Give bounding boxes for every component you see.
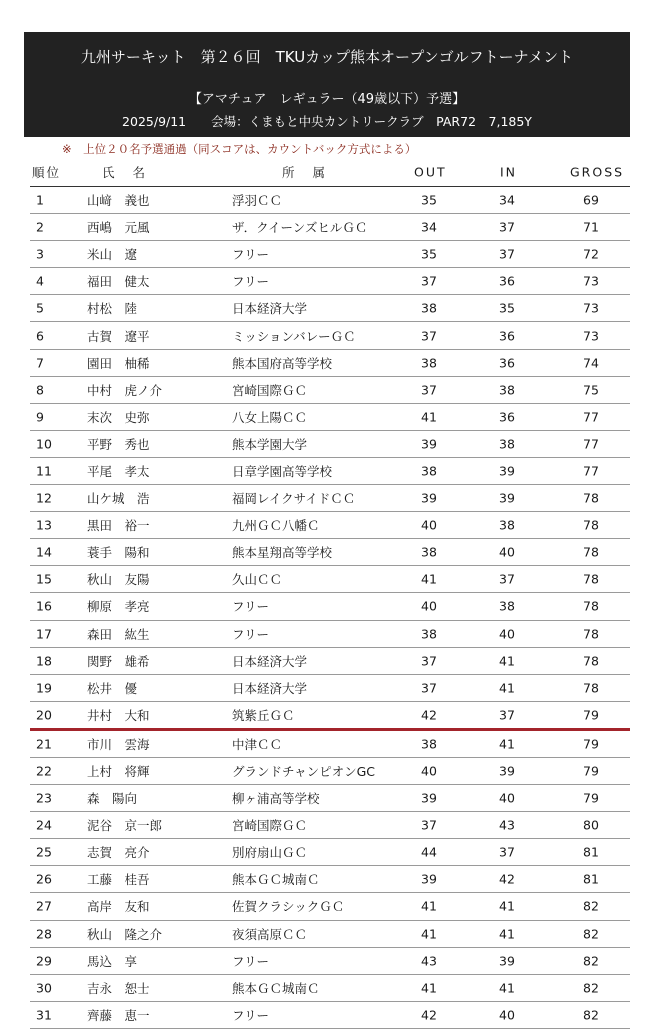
cell-club: フリー xyxy=(232,953,270,969)
header-name: 氏名 xyxy=(102,165,164,180)
cell-in: 37 xyxy=(499,844,515,860)
cell-in: 43 xyxy=(499,817,515,833)
cell-gross: 80 xyxy=(583,817,599,833)
cell-out: 37 xyxy=(421,817,437,833)
cell-club: フリー xyxy=(232,247,270,263)
cell-in: 37 xyxy=(499,571,515,587)
cell-gross: 73 xyxy=(583,273,599,289)
cell-out: 42 xyxy=(421,707,437,723)
cell-rank: 9 xyxy=(36,409,44,425)
table-row xyxy=(30,350,630,377)
cell-out: 38 xyxy=(421,626,437,642)
cell-name: 蓑手 陽和 xyxy=(87,545,150,561)
cell-out: 39 xyxy=(421,790,437,806)
table-row xyxy=(30,675,630,702)
qualification-note: ※ 上位２０名予選通過（同スコアは、カウントバック方式による） xyxy=(62,142,417,156)
cell-out: 37 xyxy=(421,680,437,696)
header-rank: 順位 xyxy=(32,165,62,180)
cell-rank: 21 xyxy=(36,736,52,752)
cell-name: 秋山 隆之介 xyxy=(87,926,163,942)
cell-rank: 18 xyxy=(36,653,52,669)
cell-rank: 7 xyxy=(36,355,44,371)
cell-name: 井村 大和 xyxy=(87,707,150,723)
cell-in: 35 xyxy=(499,300,515,316)
cell-name: 村松 陸 xyxy=(87,301,138,317)
cell-club: 浮羽ＣＣ xyxy=(232,193,283,209)
cell-in: 40 xyxy=(499,790,515,806)
cell-out: 40 xyxy=(421,598,437,614)
table-row xyxy=(30,893,630,920)
cell-rank: 19 xyxy=(36,680,52,696)
cell-rank: 30 xyxy=(36,980,52,996)
cell-name: 柳原 孝亮 xyxy=(87,599,150,615)
cell-name: 森 陽向 xyxy=(87,791,138,807)
cell-gross: 82 xyxy=(583,953,599,969)
cell-rank: 22 xyxy=(36,763,52,779)
cell-in: 42 xyxy=(499,871,515,887)
cell-club: 佐賀クラシックＧＣ xyxy=(232,899,345,915)
table-row xyxy=(30,214,630,241)
table-row xyxy=(30,648,630,675)
cell-club: 日本経済大学 xyxy=(232,680,308,696)
cell-gross: 82 xyxy=(583,898,599,914)
cell-club: グランドチャンピオンGC xyxy=(232,764,376,780)
cell-in: 40 xyxy=(499,544,515,560)
cell-club: ミッションバレーＧＣ xyxy=(232,328,356,344)
cell-gross: 75 xyxy=(583,382,599,398)
table-row xyxy=(30,431,630,458)
cell-rank: 5 xyxy=(36,300,44,316)
cell-out: 39 xyxy=(421,436,437,452)
cell-out: 41 xyxy=(421,980,437,996)
cell-out: 40 xyxy=(421,517,437,533)
cell-club: 熊本ＧＣ城南Ｃ xyxy=(232,872,320,888)
cell-out: 37 xyxy=(421,382,437,398)
cell-club: 日本経済大学 xyxy=(232,653,308,669)
cell-club: 久山ＣＣ xyxy=(232,572,283,588)
cell-gross: 82 xyxy=(583,1007,599,1023)
cell-rank: 31 xyxy=(36,1007,52,1023)
cell-gross: 81 xyxy=(583,844,599,860)
cell-rank: 12 xyxy=(36,490,52,506)
cell-in: 41 xyxy=(499,736,515,752)
cell-name: 吉永 恕士 xyxy=(87,980,150,996)
cell-gross: 69 xyxy=(583,192,599,208)
cell-gross: 74 xyxy=(583,355,599,371)
cell-club: 八女上陽ＣＣ xyxy=(232,409,308,425)
cell-club: 筑紫丘ＧＣ xyxy=(232,707,295,723)
cell-rank: 1 xyxy=(36,192,44,208)
cell-club: 柳ヶ浦高等学校 xyxy=(232,791,320,807)
table-row xyxy=(30,512,630,539)
cell-gross: 78 xyxy=(583,680,599,696)
tournament-title: 九州サーキット 第２６回 TKUカップ熊本オープンゴルフトーナメント xyxy=(80,48,574,66)
cell-in: 40 xyxy=(499,1007,515,1023)
cell-out: 40 xyxy=(421,763,437,779)
cell-rank: 8 xyxy=(36,382,44,398)
cell-rank: 3 xyxy=(36,246,44,262)
cell-name: 齊藤 恵一 xyxy=(87,1007,150,1023)
cell-rank: 2 xyxy=(36,219,44,235)
cell-in: 40 xyxy=(499,626,515,642)
cell-out: 38 xyxy=(421,544,437,560)
cell-out: 39 xyxy=(421,490,437,506)
cell-rank: 26 xyxy=(36,871,52,887)
header-gross: GROSS xyxy=(570,164,625,180)
table-row xyxy=(30,621,630,648)
table-row xyxy=(30,785,630,812)
event-info: 2025/9/11 会場：くまもと中央カントリークラブ PAR72 7,185Y xyxy=(122,114,532,129)
cell-name: 市川 雲海 xyxy=(87,736,150,752)
cell-in: 39 xyxy=(499,463,515,479)
cell-name: 末次 史弥 xyxy=(87,409,150,425)
cell-out: 39 xyxy=(421,871,437,887)
cell-club: 熊本国府高等学校 xyxy=(232,355,333,371)
table-row xyxy=(30,187,630,214)
table-row xyxy=(30,377,630,404)
table-row xyxy=(30,566,630,593)
cell-rank: 20 xyxy=(36,707,52,723)
cell-club: フリー xyxy=(232,274,270,290)
cell-in: 37 xyxy=(499,707,515,723)
cell-club: 日章学園高等学校 xyxy=(232,463,333,479)
cell-gross: 79 xyxy=(583,763,599,779)
cell-club: フリー xyxy=(232,599,270,615)
cell-in: 41 xyxy=(499,898,515,914)
cell-name: 秋山 友陽 xyxy=(87,572,150,588)
cell-name: 西嶋 元風 xyxy=(87,220,150,236)
cell-name: 古賀 遼平 xyxy=(87,328,150,344)
cell-name: 志賀 亮介 xyxy=(87,845,150,861)
cell-out: 43 xyxy=(421,953,437,969)
cell-club: 熊本学園大学 xyxy=(232,436,308,452)
category-subtitle: 【アマチュア レギュラー（49歳以下）予選】 xyxy=(188,92,466,107)
cell-rank: 4 xyxy=(36,273,44,289)
cell-gross: 78 xyxy=(583,653,599,669)
title-banner xyxy=(24,32,630,137)
cell-in: 39 xyxy=(499,763,515,779)
cell-name: 山ケ城 浩 xyxy=(87,491,150,507)
cell-gross: 78 xyxy=(583,490,599,506)
cell-out: 38 xyxy=(421,300,437,316)
cell-name: 馬込 享 xyxy=(87,953,138,969)
cell-gross: 78 xyxy=(583,598,599,614)
cell-in: 38 xyxy=(499,382,515,398)
cell-in: 37 xyxy=(499,219,515,235)
table-body xyxy=(30,187,630,1029)
table-row xyxy=(30,702,630,731)
header-in: IN xyxy=(500,164,518,180)
table-row xyxy=(30,812,630,839)
cell-name: 米山 遼 xyxy=(87,247,138,263)
cell-name: 福田 健太 xyxy=(87,274,150,290)
cell-in: 38 xyxy=(499,517,515,533)
cell-gross: 78 xyxy=(583,544,599,560)
cell-out: 38 xyxy=(421,736,437,752)
cell-out: 38 xyxy=(421,463,437,479)
cell-out: 38 xyxy=(421,355,437,371)
cell-out: 35 xyxy=(421,246,437,262)
cell-in: 39 xyxy=(499,953,515,969)
cell-name: 松井 優 xyxy=(87,680,138,696)
table-row xyxy=(30,975,630,1002)
cell-rank: 27 xyxy=(36,898,52,914)
cell-name: 関野 雄希 xyxy=(87,653,150,669)
cell-club: 中津ＣＣ xyxy=(232,736,283,752)
cell-name: 黒田 裕一 xyxy=(87,518,150,534)
cell-gross: 78 xyxy=(583,626,599,642)
table-row xyxy=(30,731,630,758)
cell-in: 41 xyxy=(499,680,515,696)
cell-name: 園田 柚稀 xyxy=(87,355,150,371)
cell-gross: 82 xyxy=(583,926,599,942)
cell-out: 44 xyxy=(421,844,437,860)
table-row xyxy=(30,458,630,485)
cell-rank: 16 xyxy=(36,598,52,614)
cell-name: 工藤 桂吾 xyxy=(87,872,150,888)
cell-club: 九州ＧＣ八幡Ｃ xyxy=(232,518,320,534)
cell-club: 日本経済大学 xyxy=(232,301,308,317)
cell-name: 高岸 友和 xyxy=(87,899,150,915)
cell-in: 36 xyxy=(499,328,515,344)
cell-rank: 25 xyxy=(36,844,52,860)
table-row xyxy=(30,593,630,620)
cell-name: 平尾 孝太 xyxy=(87,463,150,479)
cell-gross: 79 xyxy=(583,707,599,723)
table-row xyxy=(30,948,630,975)
cell-rank: 15 xyxy=(36,571,52,587)
table-row xyxy=(30,268,630,295)
table-row xyxy=(30,1002,630,1029)
cell-gross: 81 xyxy=(583,871,599,887)
cell-in: 39 xyxy=(499,490,515,506)
cell-in: 38 xyxy=(499,436,515,452)
cell-gross: 78 xyxy=(583,571,599,587)
cell-rank: 24 xyxy=(36,817,52,833)
cell-in: 36 xyxy=(499,355,515,371)
cell-in: 36 xyxy=(499,409,515,425)
results-table xyxy=(30,158,630,1029)
table-row xyxy=(30,322,630,349)
cell-out: 41 xyxy=(421,409,437,425)
table-row xyxy=(30,539,630,566)
cell-name: 中村 虎ノ介 xyxy=(87,382,163,398)
cell-gross: 79 xyxy=(583,736,599,752)
cell-rank: 10 xyxy=(36,436,52,452)
cell-in: 38 xyxy=(499,598,515,614)
cell-club: フリー xyxy=(232,626,270,642)
cell-out: 37 xyxy=(421,273,437,289)
cell-club: フリー xyxy=(232,1007,270,1023)
cell-gross: 78 xyxy=(583,517,599,533)
cell-name: 平野 秀也 xyxy=(87,436,150,452)
cell-gross: 73 xyxy=(583,328,599,344)
cell-rank: 6 xyxy=(36,328,44,344)
cell-gross: 79 xyxy=(583,790,599,806)
table-row xyxy=(30,758,630,785)
cell-in: 37 xyxy=(499,246,515,262)
cell-club: 熊本星翔高等学校 xyxy=(232,545,333,561)
header-out: OUT xyxy=(414,164,447,180)
cell-club: 夜須高原ＣＣ xyxy=(232,926,308,942)
cell-in: 41 xyxy=(499,926,515,942)
cell-gross: 73 xyxy=(583,300,599,316)
cell-out: 37 xyxy=(421,328,437,344)
cell-out: 41 xyxy=(421,571,437,587)
cell-in: 41 xyxy=(499,653,515,669)
cell-rank: 11 xyxy=(36,463,52,479)
cell-out: 41 xyxy=(421,926,437,942)
cell-club: 別府扇山ＧＣ xyxy=(232,845,308,861)
cell-name: 上村 将輝 xyxy=(87,764,150,780)
cell-rank: 23 xyxy=(36,790,52,806)
cell-club: 熊本ＧＣ城南Ｃ xyxy=(232,980,320,996)
cell-out: 34 xyxy=(421,219,437,235)
cell-in: 36 xyxy=(499,273,515,289)
cell-rank: 17 xyxy=(36,626,52,642)
table-row xyxy=(30,485,630,512)
cell-club: 宮崎国際ＧＣ xyxy=(232,818,308,834)
cell-in: 41 xyxy=(499,980,515,996)
table-row xyxy=(30,404,630,431)
table-row xyxy=(30,839,630,866)
cell-out: 35 xyxy=(421,192,437,208)
cell-rank: 13 xyxy=(36,517,52,533)
cell-in: 34 xyxy=(499,192,515,208)
header-club: 所属 xyxy=(282,165,344,180)
cell-rank: 14 xyxy=(36,544,52,560)
cell-gross: 82 xyxy=(583,980,599,996)
cell-gross: 77 xyxy=(583,436,599,452)
cell-club: ザ．クイーンズヒルＧＣ xyxy=(232,220,368,236)
cell-gross: 77 xyxy=(583,409,599,425)
cell-gross: 71 xyxy=(583,219,599,235)
cell-name: 森田 紘生 xyxy=(87,626,150,642)
cell-out: 37 xyxy=(421,653,437,669)
cell-gross: 72 xyxy=(583,246,599,262)
table-row xyxy=(30,241,630,268)
cell-club: 宮崎国際ＧＣ xyxy=(232,382,308,398)
cell-rank: 29 xyxy=(36,953,52,969)
cell-name: 泥谷 京一郎 xyxy=(87,818,163,834)
cell-name: 山﨑 義也 xyxy=(87,193,150,209)
cell-rank: 28 xyxy=(36,926,52,942)
table-row xyxy=(30,866,630,893)
table-row xyxy=(30,921,630,948)
cell-club: 福岡レイクサイドＣＣ xyxy=(232,491,356,507)
table-header xyxy=(30,158,630,187)
cell-gross: 77 xyxy=(583,463,599,479)
cell-out: 41 xyxy=(421,898,437,914)
cell-out: 42 xyxy=(421,1007,437,1023)
table-row xyxy=(30,295,630,322)
